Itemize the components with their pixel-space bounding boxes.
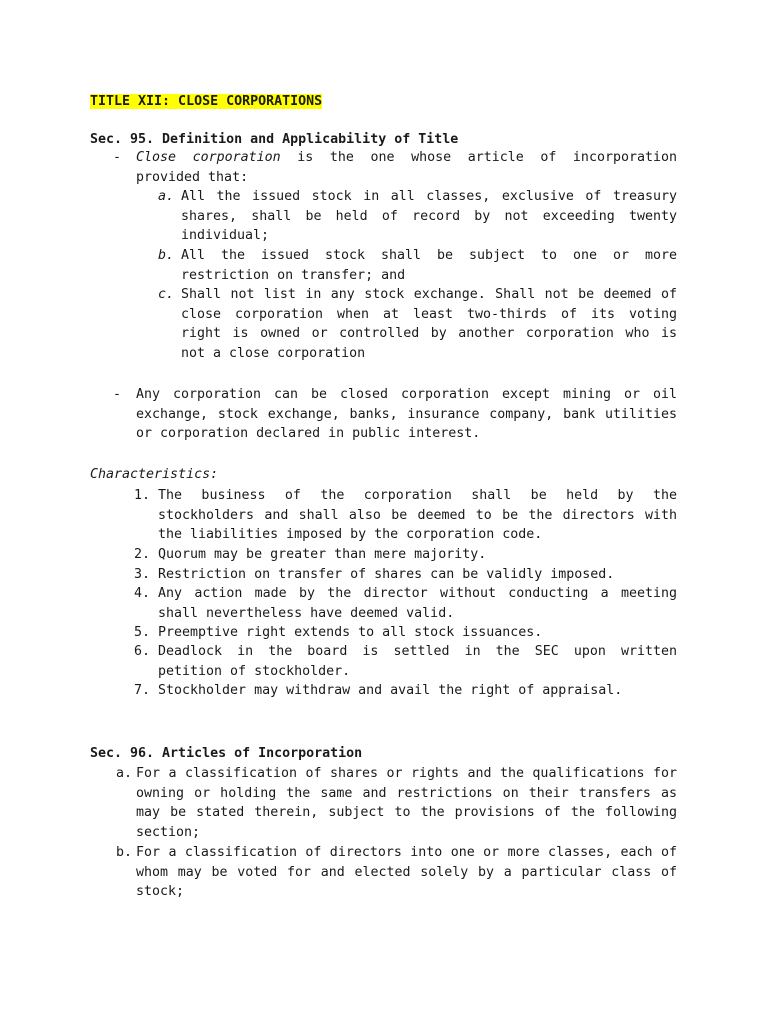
list-marker-7: 7. xyxy=(134,683,151,698)
characteristic-item-5: Preemptive right extends to all stock issuances. xyxy=(158,625,543,640)
list-marker-c: c. xyxy=(158,287,175,302)
list-marker-3: 3. xyxy=(134,567,151,582)
definition-text: is the one whose article of incorporation provided that: xyxy=(136,150,678,185)
title-highlight: TITLE XII: CLOSE CORPORATIONS xyxy=(90,94,323,109)
article-item-b: For a classification of directors into one or more classes, each of whom may be voted for and elected solely by a particular class of stock; xyxy=(136,845,677,900)
characteristic-item-6: Deadlock in the board is settled in the SEC upon written petition of stockholder. xyxy=(158,644,677,679)
bullet-dash: - xyxy=(113,387,122,402)
list-item-a: All the issued stock in all classes, exclusive of treasury shares, shall be held of record by not exceeding twenty individual; xyxy=(181,189,677,244)
list-marker-5: 5. xyxy=(134,625,151,640)
characteristic-item-1: The business of the corporation shall be held by the stockholders and shall also be deemed to be the directors with the liabilities imposed by the corporation code. xyxy=(158,488,677,543)
bullet-dash: - xyxy=(113,150,122,165)
characteristics-heading: Characteristics: xyxy=(90,467,219,482)
list-marker-b: b. xyxy=(158,248,175,263)
list-item-c: Shall not list in any stock exchange. Shall not be deemed of close corporation when at least two-thirds of its voting right is owned or controlled by another corporation who is not a close corporation xyxy=(181,287,677,361)
article-item-a: For a classification of shares or rights and the qualifications for owning or holding the same and restrictions on their transfers as may be stated therein, subject to the provisions of the following section; xyxy=(136,766,677,840)
list-marker-1: 1. xyxy=(134,488,151,503)
sec-96-heading: Sec. 96. Articles of Incorporation xyxy=(90,746,363,761)
sec-95-heading: Sec. 95. Definition and Applicability of Title xyxy=(90,132,459,147)
characteristic-item-3: Restriction on transfer of shares can be validly imposed. xyxy=(158,567,615,582)
list-marker-a: a. xyxy=(158,189,175,204)
close-corporation-definition xyxy=(136,148,677,187)
list-item-b: All the issued stock shall be subject to one or more restriction on transfer; and xyxy=(181,248,677,283)
list-marker-4: 4. xyxy=(134,586,151,601)
document-title xyxy=(90,93,322,110)
characteristic-item-7: Stockholder may withdraw and avail the right of appraisal. xyxy=(158,683,623,698)
list-marker-a: a. xyxy=(116,766,133,781)
characteristic-item-4: Any action made by the director without conducting a meeting shall nevertheless have deemed valid. xyxy=(158,586,677,621)
list-marker-b: b. xyxy=(116,845,133,860)
characteristic-item-2: Quorum may be greater than mere majority. xyxy=(158,547,487,562)
defined-term: Close corporation xyxy=(136,150,281,165)
list-marker-6: 6. xyxy=(134,644,151,659)
exceptions-paragraph: Any corporation can be closed corporation except mining or oil exchange, stock exchange, banks, insurance company, bank utilities or corporation declared in public interest. xyxy=(136,387,677,442)
list-marker-2: 2. xyxy=(134,547,151,562)
